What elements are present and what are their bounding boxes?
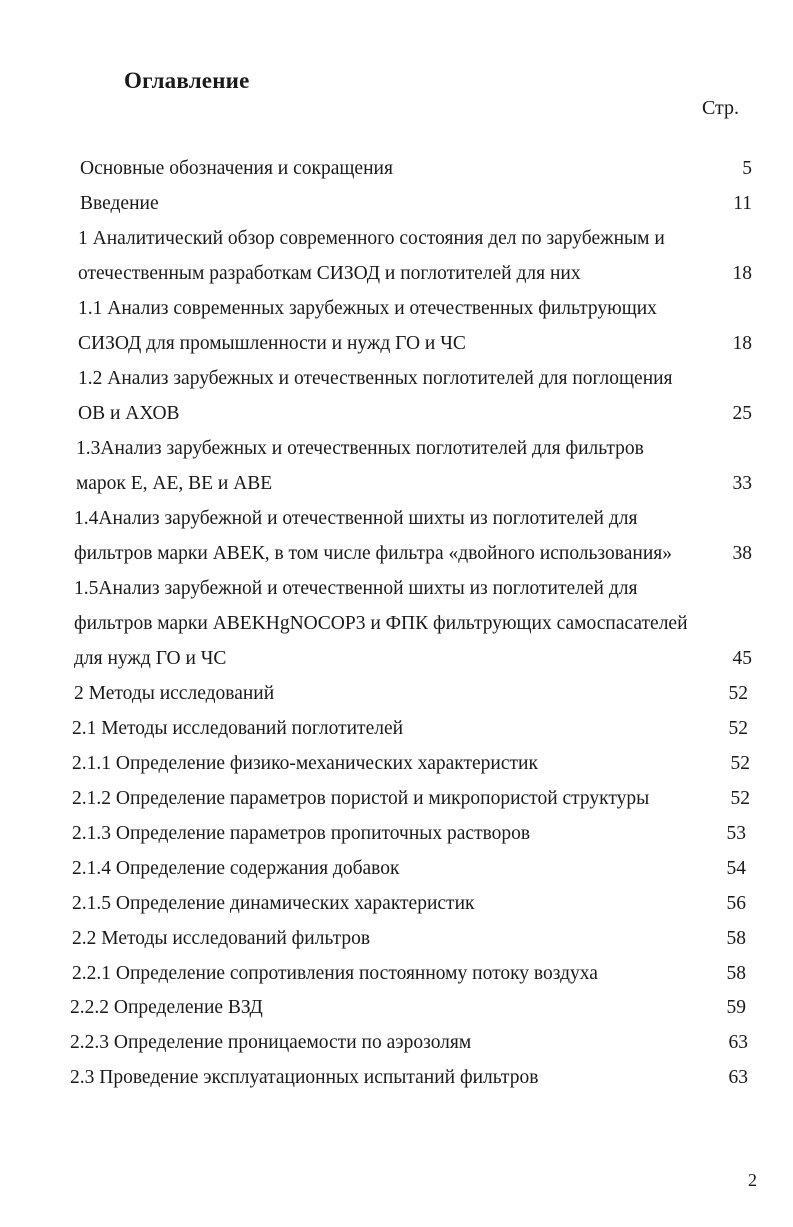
toc-entry-text: 2.1.5 Определение динамических характеристик bbox=[72, 893, 475, 914]
toc-entry-text: 2.1.3 Определение параметров пропиточных растворов bbox=[72, 823, 531, 844]
toc-entry-text: Основные обозначения и сокращения bbox=[80, 158, 393, 179]
toc-entry-page: 54 bbox=[726, 858, 746, 879]
toc-entry-page: 63 bbox=[728, 1032, 748, 1053]
toc-entry-text: 1.3Анализ зарубежных и отечественных поглотителей для фильтров bbox=[76, 438, 644, 459]
toc-entry-page: 52 bbox=[730, 788, 750, 809]
toc-entry-text: для нужд ГО и ЧС bbox=[74, 648, 227, 669]
toc-entry-page: 58 bbox=[726, 928, 746, 949]
toc-entry-page: 52 bbox=[730, 753, 750, 774]
toc-entry-text: отечественным разработкам СИЗОД и поглотителей для них bbox=[78, 263, 581, 284]
toc-entry-text: 2 Методы исследований bbox=[74, 683, 275, 704]
toc-entry-page: 56 bbox=[726, 893, 746, 914]
page-number: 2 bbox=[748, 1170, 757, 1190]
page-column-label: Стр. bbox=[701, 97, 739, 119]
toc-entry-text: 2.2.1 Определение сопротивления постоянному потоку воздуха bbox=[72, 963, 598, 984]
toc-entry-page: 59 bbox=[726, 997, 746, 1018]
toc-entry-text: марок Е, АЕ, ВЕ и АВЕ bbox=[76, 473, 273, 494]
toc-entry-text: 2.1.4 Определение содержания добавок bbox=[72, 858, 400, 879]
toc-entry-page: 18 bbox=[732, 333, 752, 354]
toc-entry-text: 2.2.3 Определение проницаемости по аэрозолям bbox=[70, 1032, 472, 1053]
toc-entry-page: 5 bbox=[742, 158, 752, 179]
toc-entry-page: 63 bbox=[728, 1067, 748, 1088]
toc-entry-text: 2.1.1 Определение физико-механических характеристик bbox=[72, 753, 538, 774]
toc-entry-text: 2.1 Методы исследований поглотителей bbox=[72, 718, 404, 739]
toc-entry-page: 18 bbox=[732, 263, 752, 284]
toc-entry-page: 25 bbox=[732, 403, 752, 424]
toc-entry-text: ОВ и АХОВ bbox=[78, 403, 180, 424]
toc-entry-text: 2.2.2 Определение ВЗД bbox=[70, 997, 263, 1018]
toc-entry-text: фильтров марки АВЕК, в том числе фильтра «двойного использования» bbox=[74, 543, 672, 564]
toc-entry-text: 2.2 Методы исследований фильтров bbox=[72, 928, 371, 949]
toc-entry-text: 1.1 Анализ современных зарубежных и отечественных фильтрующих bbox=[78, 298, 657, 319]
toc-entry-text: 1 Аналитический обзор современного состояния дел по зарубежным и bbox=[78, 228, 665, 249]
toc-entry-page: 11 bbox=[733, 193, 752, 214]
toc-entry-text: фильтров марки ABEKHgNOCOP3 и ФПК фильтрующих самоспасателей bbox=[74, 613, 688, 634]
page-title: Оглавление bbox=[124, 68, 250, 93]
toc-entry-page: 33 bbox=[732, 473, 752, 494]
toc-entry-text: 2.1.2 Определение параметров пористой и микропористой структуры bbox=[72, 788, 650, 809]
toc-entry-text: СИЗОД для промышленности и нужд ГО и ЧС bbox=[78, 333, 466, 354]
toc-entry-text: Введение bbox=[80, 193, 159, 214]
toc-entry-page: 38 bbox=[732, 543, 752, 564]
toc-entry-text: 1.5Анализ зарубежной и отечественной шихты из поглотителей для bbox=[74, 578, 638, 599]
toc-entry-text: 1.2 Анализ зарубежных и отечественных поглотителей для поглощения bbox=[78, 368, 673, 389]
toc-entry-page: 45 bbox=[732, 648, 752, 669]
toc-entry-page: 52 bbox=[728, 683, 748, 704]
toc-entry-page: 52 bbox=[728, 718, 748, 739]
toc-entry-page: 58 bbox=[726, 963, 746, 984]
toc-entry-text: 2.3 Проведение эксплуатационных испытаний фильтров bbox=[70, 1067, 539, 1088]
toc-entry-page: 53 bbox=[726, 823, 746, 844]
toc-entry-text: 1.4Анализ зарубежной и отечественной шихты из поглотителей для bbox=[74, 508, 638, 529]
